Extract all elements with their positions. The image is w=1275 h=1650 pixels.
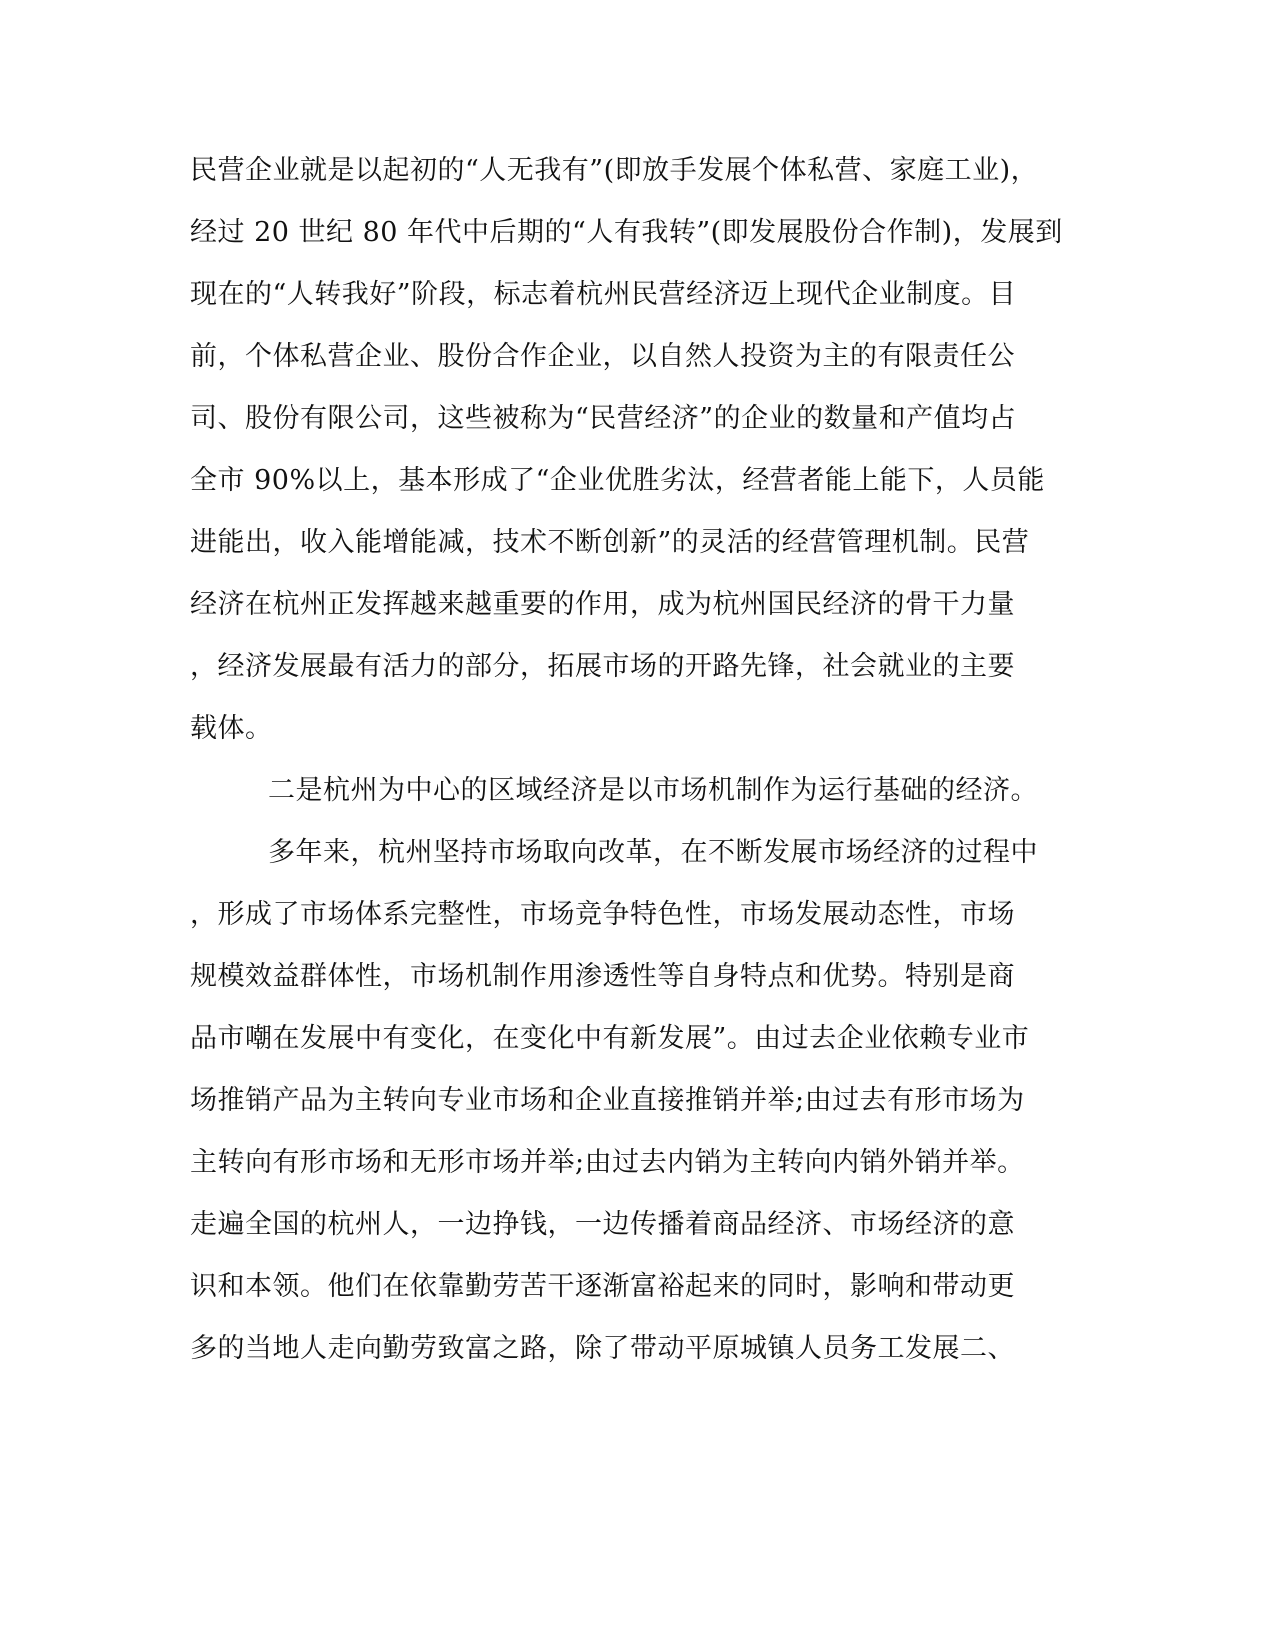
text-line: 全市 90%以上，基本形成了“企业优胜劣汰，经营者能上能下，人员能 bbox=[190, 465, 1045, 496]
text-line: 经济在杭州正发挥越来越重要的作用，成为杭州国民经济的骨干力量 bbox=[190, 589, 1015, 620]
text-line: 品市嘲在发展中有变化，在变化中有新发展”。由过去企业依赖专业市 bbox=[190, 1023, 1030, 1054]
text-line: 场推销产品为主转向专业市场和企业直接推销并举;由过去有形市场为 bbox=[190, 1085, 1025, 1116]
text-line: 走遍全国的杭州人，一边挣钱，一边传播着商品经济、市场经济的意 bbox=[190, 1209, 1015, 1240]
text-line: 进能出，收入能增能减，技术不断创新”的灵活的经营管理机制。民营 bbox=[190, 527, 1030, 558]
text-line: 多的当地人走向勤劳致富之路，除了带动平原城镇人员务工发展二、 bbox=[190, 1333, 1015, 1364]
paragraph-heading: 二是杭州为中心的区域经济是以市场机制作为运行基础的经济。 bbox=[268, 775, 1038, 806]
text-line: 载体。 bbox=[190, 713, 273, 744]
body-text bbox=[190, 140, 1090, 1380]
text-line: 司、股份有限公司，这些被称为“民营经济”的企业的数量和产值均占 bbox=[190, 403, 1017, 434]
text-line: 主转向有形市场和无形市场并举;由过去内销为主转向内销外销并举。 bbox=[190, 1147, 1025, 1178]
text-line: 民营企业就是以起初的“人无我有”(即放手发展个体私营、家庭工业)， bbox=[190, 155, 1039, 186]
text-line: ，经济发展最有活力的部分，拓展市场的开路先锋，社会就业的主要 bbox=[190, 651, 1015, 682]
text-line: 前，个体私营企业、股份合作企业，以自然人投资为主的有限责任公 bbox=[190, 341, 1015, 372]
text-line: 规模效益群体性，市场机制作用渗透性等自身特点和优势。特别是商 bbox=[190, 961, 1015, 992]
text-line: 识和本领。他们在依靠勤劳苦干逐渐富裕起来的同时，影响和带动更 bbox=[190, 1271, 1015, 1302]
text-line: 现在的“人转我好”阶段，标志着杭州民营经济迈上现代企业制度。目 bbox=[190, 279, 1017, 310]
text-line: 多年来，杭州坚持市场取向改革，在不断发展市场经济的过程中 bbox=[268, 837, 1038, 868]
text-line: 经过 20 世纪 80 年代中后期的“人有我转”(即发展股份合作制)，发展到 bbox=[190, 217, 1063, 248]
text-line: ，形成了市场体系完整性，市场竞争特色性，市场发展动态性，市场 bbox=[190, 899, 1015, 930]
